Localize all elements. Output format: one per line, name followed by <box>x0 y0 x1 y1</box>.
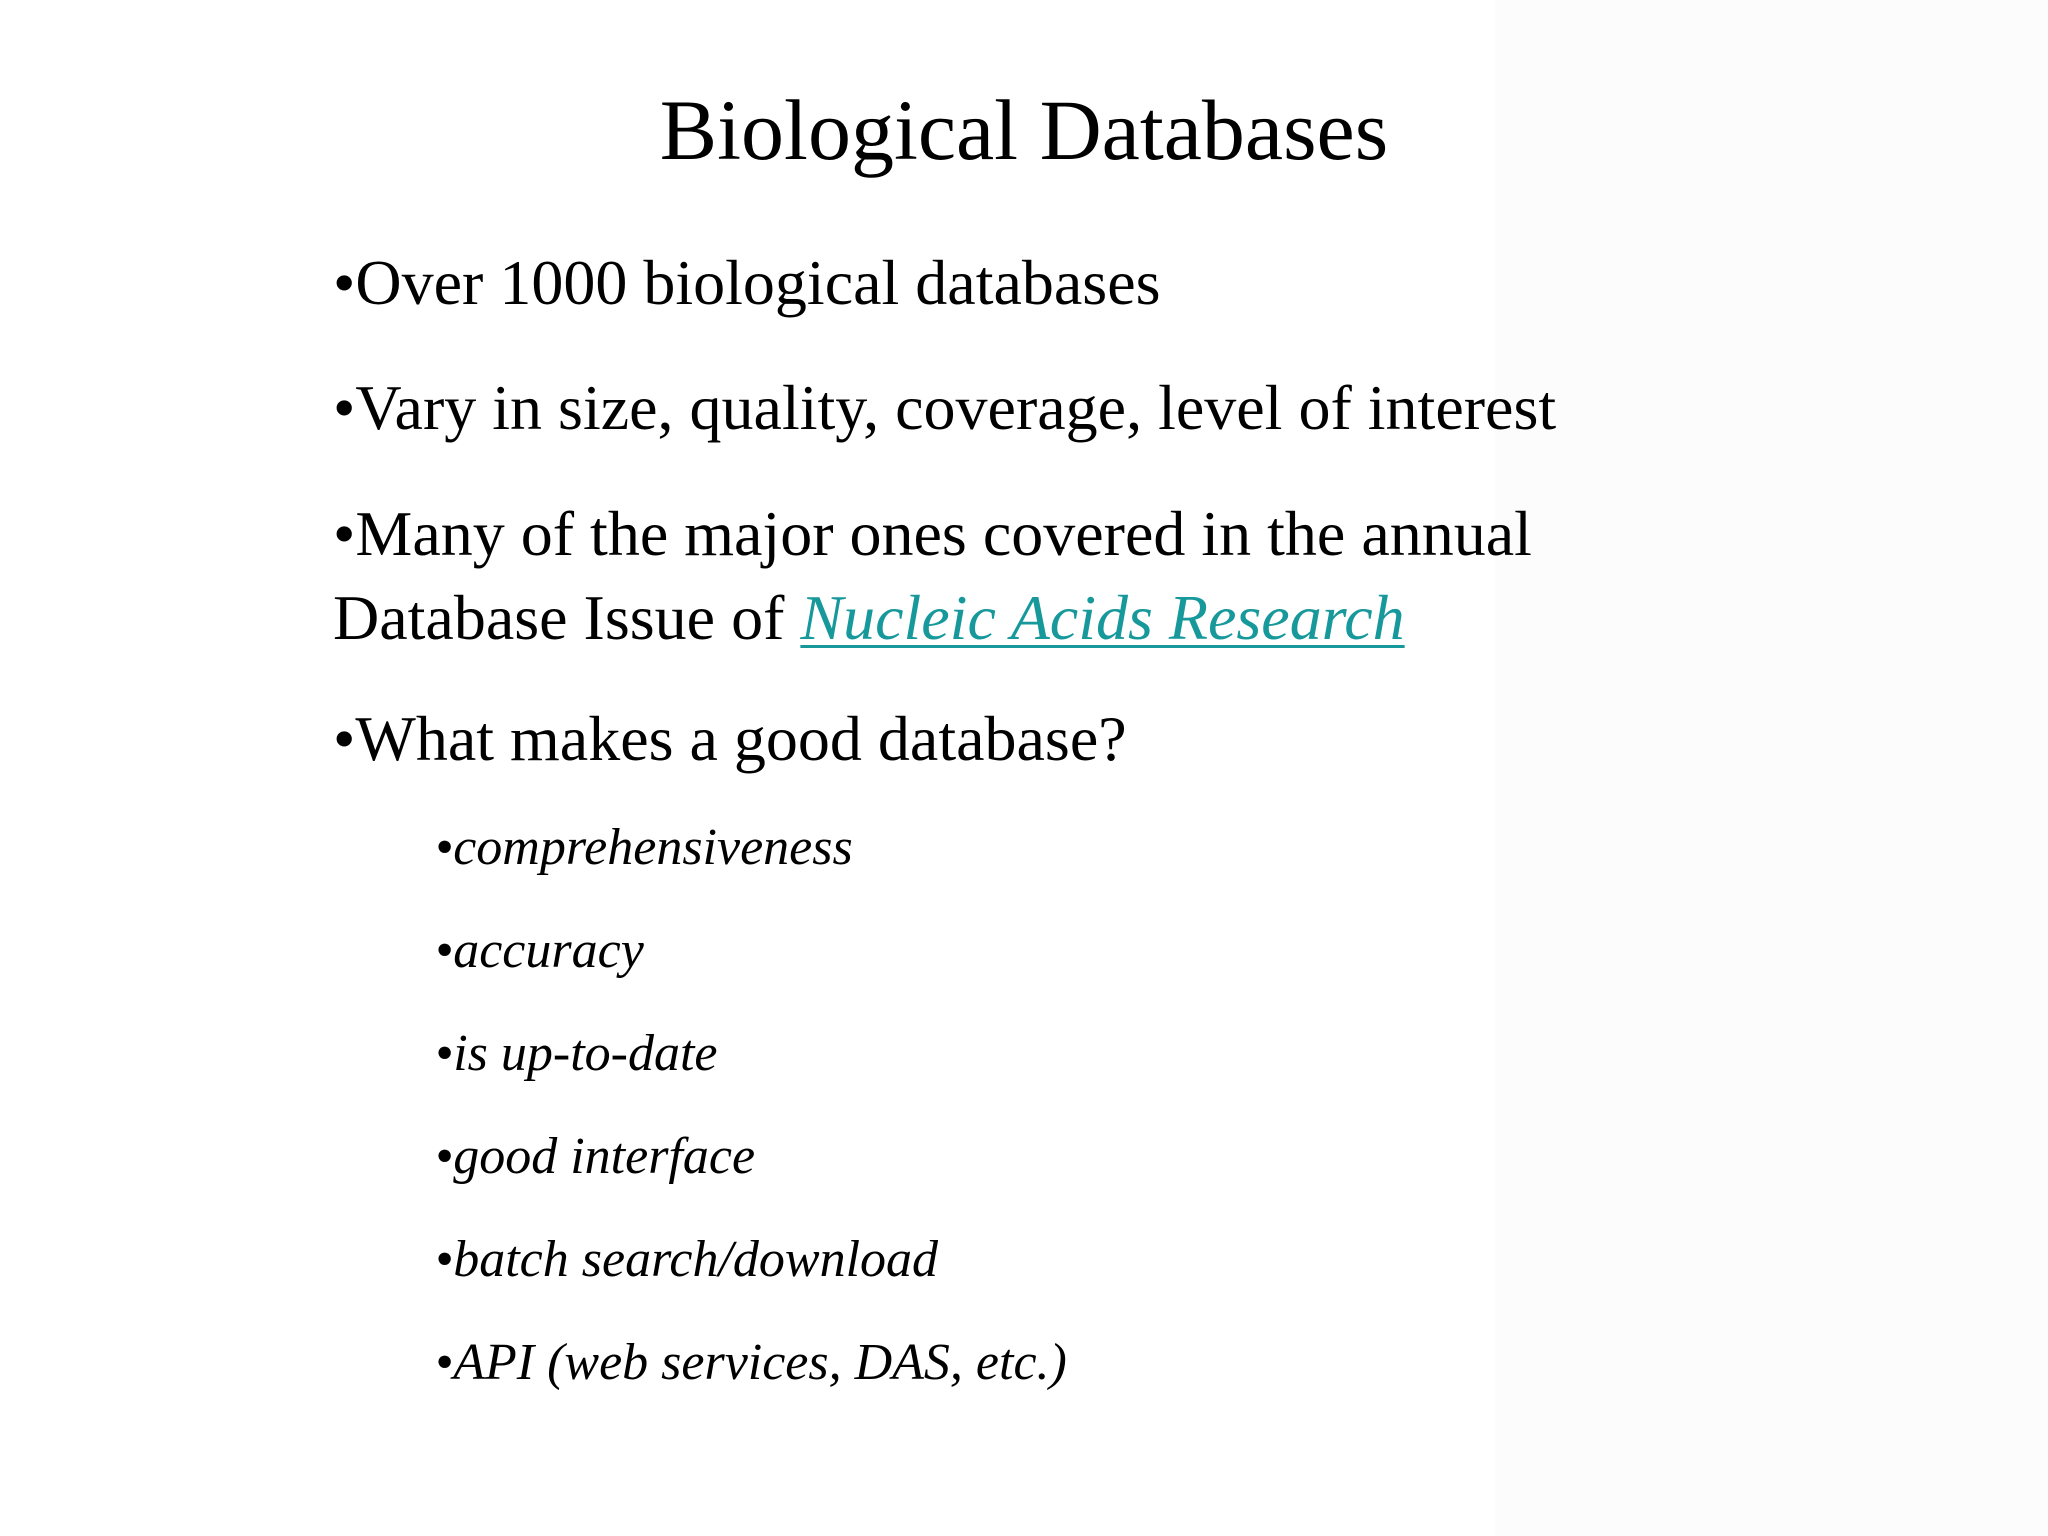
sub-bullet-marker: • <box>435 922 454 979</box>
bullet-text-prefix: Database Issue of <box>333 582 801 653</box>
bullet-text: Over 1000 biological databases <box>355 247 1161 318</box>
sub-bullet-up-to-date <box>435 1021 718 1087</box>
sub-bullet-api <box>435 1330 1067 1396</box>
sub-bullet-marker: • <box>435 1128 454 1185</box>
nucleic-acids-research-link[interactable]: Nucleic Acids Research <box>800 582 1405 653</box>
bullet-marker: • <box>333 247 356 318</box>
bullet-marker: • <box>333 703 356 774</box>
bullet-marker: • <box>333 498 356 569</box>
bullet-nar-database-issue <box>333 492 1532 660</box>
sub-bullet-batch-search <box>435 1227 938 1293</box>
slide-edge-shade <box>1495 0 2048 1536</box>
bullet-text: Vary in size, quality, coverage, level of interest <box>355 372 1557 443</box>
sub-bullet-comprehensiveness <box>435 815 853 881</box>
sub-bullet-marker: • <box>435 1025 454 1082</box>
sub-bullet-text: batch search/download <box>453 1231 939 1288</box>
bullet-text: Many of the major ones covered in the annual <box>355 498 1532 569</box>
sub-bullet-accuracy <box>435 918 644 984</box>
sub-bullet-marker: • <box>435 1334 454 1391</box>
sub-bullet-marker: • <box>435 819 454 876</box>
sub-bullet-text: accuracy <box>453 922 644 979</box>
bullet-line <box>333 576 1532 660</box>
slide-title: Biological Databases <box>659 82 1389 178</box>
sub-bullet-text: comprehensiveness <box>453 819 853 876</box>
bullet-database-count <box>333 241 1161 325</box>
sub-bullet-marker: • <box>435 1231 454 1288</box>
bullet-marker: • <box>333 372 356 443</box>
sub-bullet-good-interface <box>435 1124 755 1190</box>
bullet-good-database-question <box>333 697 1127 781</box>
sub-bullet-text: API (web services, DAS, etc.) <box>453 1334 1067 1391</box>
sub-bullet-text: good interface <box>453 1128 756 1185</box>
bullet-text: What makes a good database? <box>355 703 1127 774</box>
bullet-database-variety <box>333 366 1556 450</box>
bullet-line <box>333 492 1532 576</box>
sub-bullet-text: is up-to-date <box>453 1025 718 1082</box>
